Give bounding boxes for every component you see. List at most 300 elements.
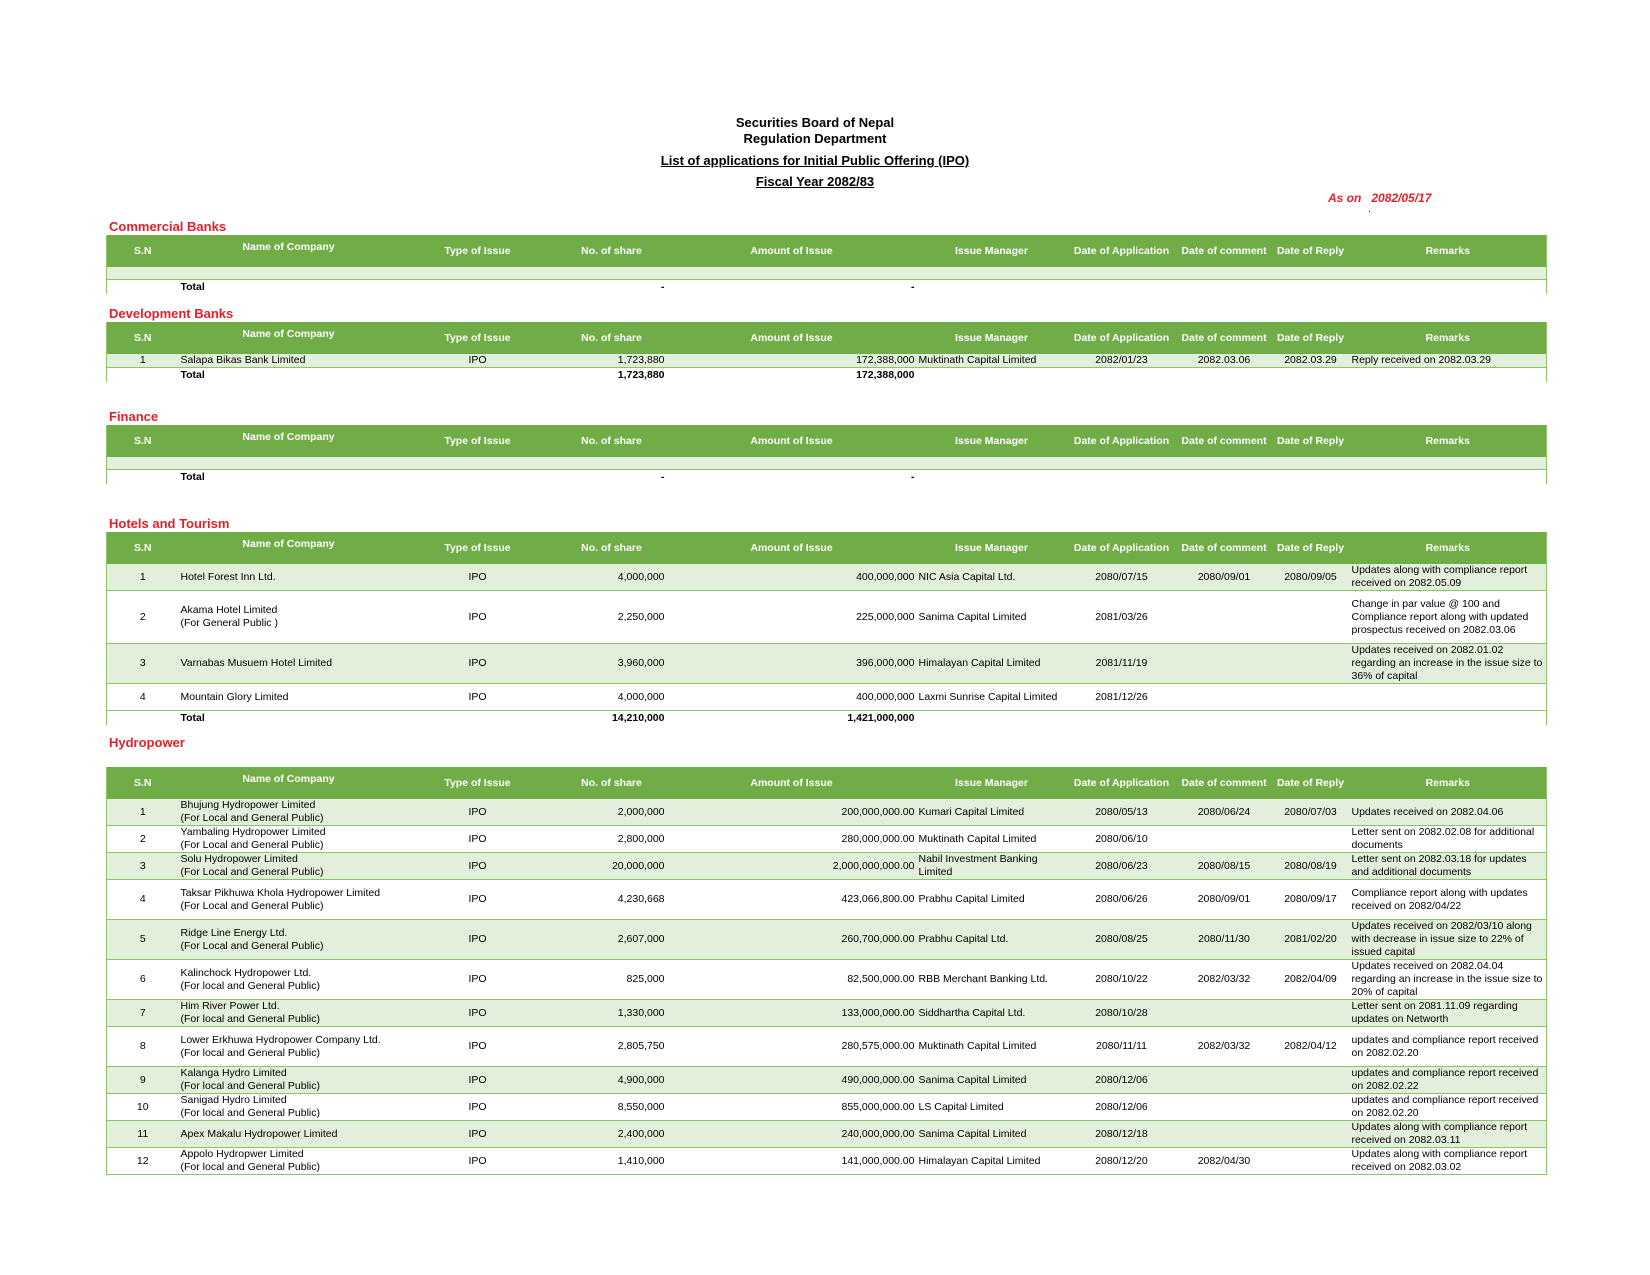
empty-cell xyxy=(1350,267,1547,280)
hotels-table xyxy=(106,532,1547,725)
cell-shares: 2,800,000 xyxy=(557,826,667,853)
cell-amount: 200,000,000.00 xyxy=(667,799,917,826)
cell-reply xyxy=(1272,1121,1350,1148)
column-header-reply: Date of Reply xyxy=(1272,425,1350,457)
cell-shares: 4,900,000 xyxy=(557,1067,667,1094)
total-shares: - xyxy=(557,280,667,295)
cell-app: 2080/10/28 xyxy=(1067,1000,1177,1027)
cell-comment xyxy=(1177,684,1272,711)
cell-app: 2080/12/06 xyxy=(1067,1094,1177,1121)
table-row xyxy=(107,880,1547,920)
cell-remarks: Letter sent on 2082.02.08 for additional documents xyxy=(1350,826,1547,853)
cell-reply xyxy=(1272,1148,1350,1175)
total-spacer xyxy=(1067,280,1177,295)
cell-shares: 8,550,000 xyxy=(557,1094,667,1121)
cell-sn: 6 xyxy=(107,960,179,1000)
cell-amount: 280,000,000.00 xyxy=(667,826,917,853)
cell-manager: Siddhartha Capital Ltd. xyxy=(917,1000,1067,1027)
cell-manager: Himalayan Capital Limited xyxy=(917,644,1067,684)
total-label: Total xyxy=(179,368,399,383)
cell-reply: 2082.03.29 xyxy=(1272,354,1350,368)
cell-comment xyxy=(1177,826,1272,853)
total-spacer xyxy=(917,711,1067,726)
column-header-type: Type of Issue xyxy=(399,767,557,799)
cell-amount: 133,000,000.00 xyxy=(667,1000,917,1027)
cell-amount: 172,388,000 xyxy=(667,354,917,368)
column-header-app: Date of Application xyxy=(1067,322,1177,354)
as-on-label: As on xyxy=(1328,191,1362,205)
hydro-table xyxy=(106,767,1547,1175)
column-header-type: Type of Issue xyxy=(399,532,557,564)
table-row xyxy=(107,1027,1547,1067)
cell-amount: 490,000,000.00 xyxy=(667,1067,917,1094)
section-title-hotels: Hotels and Tourism xyxy=(109,516,230,531)
cell-remarks xyxy=(1350,684,1547,711)
table-header-row xyxy=(107,767,1547,799)
cell-amount: 240,000,000.00 xyxy=(667,1121,917,1148)
empty-cell xyxy=(557,457,667,470)
column-header-sn: S.N xyxy=(107,767,179,799)
empty-cell xyxy=(1067,267,1177,280)
section-title-development-banks: Development Banks xyxy=(109,306,234,321)
section-title-hydropower: Hydropower xyxy=(109,735,185,750)
cell-reply xyxy=(1272,826,1350,853)
cell-remarks: Updates received on 2082.04.06 xyxy=(1350,799,1547,826)
total-spacer xyxy=(399,470,557,485)
total-amount: 172,388,000 xyxy=(667,368,917,383)
cell-shares: 2,400,000 xyxy=(557,1121,667,1148)
column-header-comment: Date of comment xyxy=(1177,425,1272,457)
total-spacer xyxy=(917,470,1067,485)
cell-shares: 4,000,000 xyxy=(557,684,667,711)
cell-manager: Sanima Capital Limited xyxy=(917,591,1067,644)
table-row xyxy=(107,1148,1547,1175)
cell-shares: 1,330,000 xyxy=(557,1000,667,1027)
cell-remarks: updates and compliance report received on 2082.02.20 xyxy=(1350,1027,1547,1067)
cell-manager: RBB Merchant Banking Ltd. xyxy=(917,960,1067,1000)
total-label: Total xyxy=(179,711,399,726)
column-header-remarks: Remarks xyxy=(1350,235,1547,267)
column-header-app: Date of Application xyxy=(1067,235,1177,267)
cell-name: Akama Hotel Limited (For General Public ) xyxy=(179,591,399,644)
cell-sn: 1 xyxy=(107,564,179,591)
cell-remarks: updates and compliance report received on 2082.02.22 xyxy=(1350,1067,1547,1094)
cell-app: 2081/11/19 xyxy=(1067,644,1177,684)
cell-amount: 400,000,000 xyxy=(667,564,917,591)
table-header-row xyxy=(107,322,1547,354)
cell-amount: 225,000,000 xyxy=(667,591,917,644)
cell-reply xyxy=(1272,591,1350,644)
cell-manager: LS Capital Limited xyxy=(917,1094,1067,1121)
column-header-manager: Issue Manager xyxy=(917,425,1067,457)
total-spacer xyxy=(1272,280,1350,295)
column-header-shares: No. of share xyxy=(557,425,667,457)
column-header-remarks: Remarks xyxy=(1350,425,1547,457)
cell-sn: 11 xyxy=(107,1121,179,1148)
cell-app: 2080/10/22 xyxy=(1067,960,1177,1000)
cell-remarks: Updates received on 2082.01.02 regarding an increase in the issue size to 36% of capital xyxy=(1350,644,1547,684)
cell-manager: Laxmi Sunrise Capital Limited xyxy=(917,684,1067,711)
cell-name: Varnabas Musuem Hotel Limited xyxy=(179,644,399,684)
cell-app: 2080/06/23 xyxy=(1067,853,1177,880)
cell-shares: 2,000,000 xyxy=(557,799,667,826)
table-row xyxy=(107,644,1547,684)
empty-cell xyxy=(1272,267,1350,280)
column-header-type: Type of Issue xyxy=(399,322,557,354)
table-row xyxy=(107,564,1547,591)
cell-comment: 2082/04/30 xyxy=(1177,1148,1272,1175)
cell-comment: 2080/11/30 xyxy=(1177,920,1272,960)
cell-manager: Muktinath Capital Limited xyxy=(917,1027,1067,1067)
cell-type: IPO xyxy=(399,880,557,920)
cell-name: Appolo Hydropwer Limited (For local and General Public) xyxy=(179,1148,399,1175)
empty-cell xyxy=(399,267,557,280)
total-shares: 1,723,880 xyxy=(557,368,667,383)
column-header-amount: Amount of Issue xyxy=(667,532,917,564)
cell-manager: NIC Asia Capital Ltd. xyxy=(917,564,1067,591)
empty-cell xyxy=(399,457,557,470)
cell-app: 2080/07/15 xyxy=(1067,564,1177,591)
column-header-remarks: Remarks xyxy=(1350,532,1547,564)
cell-type: IPO xyxy=(399,1067,557,1094)
cell-remarks: Updates along with compliance report received on 2082.03.11 xyxy=(1350,1121,1547,1148)
total-spacer xyxy=(1177,470,1272,485)
cell-sn: 3 xyxy=(107,853,179,880)
cell-type: IPO xyxy=(399,1148,557,1175)
cell-shares: 1,723,880 xyxy=(557,354,667,368)
cell-manager: Muktinath Capital Limited xyxy=(917,826,1067,853)
column-header-type: Type of Issue xyxy=(399,235,557,267)
column-header-sn: S.N xyxy=(107,322,179,354)
empty-cell xyxy=(667,267,917,280)
cell-remarks: Updates received on 2082.04.04 regarding an increase in the issue size to 20% of capital xyxy=(1350,960,1547,1000)
column-header-type: Type of Issue xyxy=(399,425,557,457)
column-header-shares: No. of share xyxy=(557,767,667,799)
total-spacer xyxy=(107,280,179,295)
cell-manager: Nabil Investment Banking Limited xyxy=(917,853,1067,880)
total-spacer xyxy=(1350,280,1547,295)
cell-reply xyxy=(1272,1000,1350,1027)
cell-sn: 9 xyxy=(107,1067,179,1094)
cell-shares: 825,000 xyxy=(557,960,667,1000)
column-header-name: Name of Company xyxy=(179,322,399,354)
total-shares: 14,210,000 xyxy=(557,711,667,726)
table-row xyxy=(107,1094,1547,1121)
cell-sn: 12 xyxy=(107,1148,179,1175)
cell-name: Solu Hydropower Limited (For Local and General Public) xyxy=(179,853,399,880)
cell-reply xyxy=(1272,644,1350,684)
table-row xyxy=(107,960,1547,1000)
cell-name: Bhujung Hydropower Limited (For Local and General Public) xyxy=(179,799,399,826)
total-spacer xyxy=(399,711,557,726)
column-header-manager: Issue Manager xyxy=(917,767,1067,799)
empty-cell xyxy=(107,267,179,280)
cell-remarks: Letter sent on 2082.03.18 for updates and additional documents xyxy=(1350,853,1547,880)
dot-mark: . xyxy=(1368,204,1371,215)
total-row xyxy=(107,711,1547,726)
cell-sn: 1 xyxy=(107,354,179,368)
column-header-sn: S.N xyxy=(107,425,179,457)
cell-sn: 5 xyxy=(107,920,179,960)
empty-row xyxy=(107,267,1547,280)
fiscal-year: Fiscal Year 2082/83 xyxy=(755,174,875,189)
cell-type: IPO xyxy=(399,564,557,591)
table-row xyxy=(107,354,1547,368)
cell-amount: 260,700,000.00 xyxy=(667,920,917,960)
cell-comment xyxy=(1177,1067,1272,1094)
column-header-amount: Amount of Issue xyxy=(667,425,917,457)
empty-cell xyxy=(1177,267,1272,280)
cell-app: 2082/01/23 xyxy=(1067,354,1177,368)
table-row xyxy=(107,591,1547,644)
cell-type: IPO xyxy=(399,354,557,368)
cell-name: Kalanga Hydro Limited (For local and General Public) xyxy=(179,1067,399,1094)
table-row xyxy=(107,1067,1547,1094)
column-header-manager: Issue Manager xyxy=(917,235,1067,267)
column-header-sn: S.N xyxy=(107,532,179,564)
column-header-shares: No. of share xyxy=(557,235,667,267)
cell-type: IPO xyxy=(399,960,557,1000)
cell-remarks: Compliance report along with updates received on 2082/04/22 xyxy=(1350,880,1547,920)
cell-type: IPO xyxy=(399,853,557,880)
total-amount: 1,421,000,000 xyxy=(667,711,917,726)
empty-cell xyxy=(1272,457,1350,470)
column-header-name: Name of Company xyxy=(179,767,399,799)
empty-cell xyxy=(917,457,1067,470)
total-spacer xyxy=(1067,711,1177,726)
cell-comment xyxy=(1177,1121,1272,1148)
cell-amount: 2,000,000,000.00 xyxy=(667,853,917,880)
cell-manager: Prabhu Capital Limited xyxy=(917,880,1067,920)
cell-name: Ridge Line Energy Ltd. (For Local and General Public) xyxy=(179,920,399,960)
cell-reply: 2081/02/20 xyxy=(1272,920,1350,960)
cell-shares: 2,607,000 xyxy=(557,920,667,960)
column-header-comment: Date of comment xyxy=(1177,532,1272,564)
empty-cell xyxy=(179,457,399,470)
column-header-reply: Date of Reply xyxy=(1272,532,1350,564)
empty-cell xyxy=(917,267,1067,280)
cell-manager: Kumari Capital Limited xyxy=(917,799,1067,826)
cell-type: IPO xyxy=(399,1027,557,1067)
cell-reply: 2080/08/19 xyxy=(1272,853,1350,880)
cell-manager: Sanima Capital Limited xyxy=(917,1067,1067,1094)
as-on xyxy=(1328,191,1431,205)
empty-cell xyxy=(557,267,667,280)
column-header-name: Name of Company xyxy=(179,235,399,267)
total-label: Total xyxy=(179,280,399,295)
cell-remarks: updates and compliance report received on 2082.02.20 xyxy=(1350,1094,1547,1121)
page-title: List of applications for Initial Public Offering (IPO) xyxy=(660,153,970,168)
cell-comment: 2082.03.06 xyxy=(1177,354,1272,368)
empty-cell xyxy=(667,457,917,470)
cell-reply: 2080/09/05 xyxy=(1272,564,1350,591)
cell-name: Yambaling Hydropower Limited (For Local and General Public) xyxy=(179,826,399,853)
cell-sn: 3 xyxy=(107,644,179,684)
org-name: Securities Board of Nepal xyxy=(735,115,895,130)
cell-shares: 1,410,000 xyxy=(557,1148,667,1175)
column-header-shares: No. of share xyxy=(557,322,667,354)
column-header-manager: Issue Manager xyxy=(917,322,1067,354)
cell-amount: 141,000,000.00 xyxy=(667,1148,917,1175)
column-header-name: Name of Company xyxy=(179,532,399,564)
cell-sn: 2 xyxy=(107,826,179,853)
total-label: Total xyxy=(179,470,399,485)
column-header-sn: S.N xyxy=(107,235,179,267)
cell-comment xyxy=(1177,1094,1272,1121)
cell-remarks: Letter sent on 2081.11.09 regarding updates on Networth xyxy=(1350,1000,1547,1027)
cell-remarks: Updates received on 2082/03/10 along with decrease in issue size to 22% of issued capital xyxy=(1350,920,1547,960)
total-spacer xyxy=(1350,470,1547,485)
cell-comment xyxy=(1177,591,1272,644)
table-header-row xyxy=(107,532,1547,564)
total-spacer xyxy=(1177,368,1272,383)
table-row xyxy=(107,826,1547,853)
total-spacer xyxy=(1177,711,1272,726)
cell-comment: 2080/09/01 xyxy=(1177,880,1272,920)
cell-amount: 82,500,000.00 xyxy=(667,960,917,1000)
total-spacer xyxy=(1177,280,1272,295)
total-amount: - xyxy=(667,280,917,295)
cell-sn: 1 xyxy=(107,799,179,826)
column-header-reply: Date of Reply xyxy=(1272,322,1350,354)
table-header-row xyxy=(107,235,1547,267)
column-header-amount: Amount of Issue xyxy=(667,322,917,354)
column-header-reply: Date of Reply xyxy=(1272,767,1350,799)
cell-name: Kalinchock Hydropower Ltd. (For local and General Public) xyxy=(179,960,399,1000)
column-header-remarks: Remarks xyxy=(1350,322,1547,354)
cell-app: 2080/06/10 xyxy=(1067,826,1177,853)
cell-shares: 2,250,000 xyxy=(557,591,667,644)
cell-amount: 280,575,000.00 xyxy=(667,1027,917,1067)
cell-reply xyxy=(1272,1067,1350,1094)
table-header-row xyxy=(107,425,1547,457)
cell-name: Sanigad Hydro Limited (For local and General Public) xyxy=(179,1094,399,1121)
cell-app: 2080/05/13 xyxy=(1067,799,1177,826)
cell-remarks: Updates along with compliance report received on 2082.05.09 xyxy=(1350,564,1547,591)
cell-name: Taksar Pikhuwa Khola Hydropower Limited (For Local and General Public) xyxy=(179,880,399,920)
column-header-app: Date of Application xyxy=(1067,425,1177,457)
total-shares: - xyxy=(557,470,667,485)
column-header-app: Date of Application xyxy=(1067,532,1177,564)
column-header-comment: Date of comment xyxy=(1177,235,1272,267)
cell-amount: 396,000,000 xyxy=(667,644,917,684)
cell-sn: 2 xyxy=(107,591,179,644)
cell-app: 2080/08/25 xyxy=(1067,920,1177,960)
total-spacer xyxy=(1067,368,1177,383)
cell-amount: 400,000,000 xyxy=(667,684,917,711)
section-title-commercial-banks: Commercial Banks xyxy=(109,219,227,234)
empty-cell xyxy=(1177,457,1272,470)
total-spacer xyxy=(107,368,179,383)
total-spacer xyxy=(399,280,557,295)
cell-type: IPO xyxy=(399,591,557,644)
total-spacer xyxy=(1272,368,1350,383)
as-on-date: 2082/05/17 xyxy=(1371,191,1432,205)
cell-reply xyxy=(1272,1094,1350,1121)
cell-name: Lower Erkhuwa Hydropower Company Ltd. (For local and General Public) xyxy=(179,1027,399,1067)
cell-name: Apex Makalu Hydropower Limited xyxy=(179,1121,399,1148)
column-header-remarks: Remarks xyxy=(1350,767,1547,799)
total-spacer xyxy=(1067,470,1177,485)
cell-type: IPO xyxy=(399,1121,557,1148)
development-table xyxy=(106,322,1547,382)
table-row xyxy=(107,1121,1547,1148)
column-header-app: Date of Application xyxy=(1067,767,1177,799)
total-spacer xyxy=(107,711,179,726)
total-spacer xyxy=(917,280,1067,295)
empty-cell xyxy=(1067,457,1177,470)
cell-app: 2081/03/26 xyxy=(1067,591,1177,644)
total-spacer xyxy=(917,368,1067,383)
cell-sn: 7 xyxy=(107,1000,179,1027)
cell-amount: 423,066,800.00 xyxy=(667,880,917,920)
finance-table xyxy=(106,425,1547,484)
cell-app: 2080/12/18 xyxy=(1067,1121,1177,1148)
cell-comment: 2080/06/24 xyxy=(1177,799,1272,826)
cell-name: Hotel Forest Inn Ltd. xyxy=(179,564,399,591)
cell-shares: 4,000,000 xyxy=(557,564,667,591)
total-spacer xyxy=(399,368,557,383)
cell-reply: 2080/09/17 xyxy=(1272,880,1350,920)
total-spacer xyxy=(107,470,179,485)
cell-comment xyxy=(1177,644,1272,684)
cell-reply: 2082/04/12 xyxy=(1272,1027,1350,1067)
table-row xyxy=(107,799,1547,826)
column-header-name: Name of Company xyxy=(179,425,399,457)
column-header-reply: Date of Reply xyxy=(1272,235,1350,267)
total-spacer xyxy=(1272,711,1350,726)
empty-cell xyxy=(1350,457,1547,470)
empty-row xyxy=(107,457,1547,470)
cell-app: 2080/12/06 xyxy=(1067,1067,1177,1094)
cell-sn: 4 xyxy=(107,880,179,920)
cell-shares: 3,960,000 xyxy=(557,644,667,684)
cell-shares: 20,000,000 xyxy=(557,853,667,880)
cell-type: IPO xyxy=(399,644,557,684)
cell-manager: Himalayan Capital Limited xyxy=(917,1148,1067,1175)
total-amount: - xyxy=(667,470,917,485)
cell-manager: Muktinath Capital Limited xyxy=(917,354,1067,368)
cell-comment: 2080/09/01 xyxy=(1177,564,1272,591)
cell-remarks: Reply received on 2082.03.29 xyxy=(1350,354,1547,368)
cell-manager: Sanima Capital Limited xyxy=(917,1121,1067,1148)
total-row xyxy=(107,368,1547,383)
cell-reply: 2080/07/03 xyxy=(1272,799,1350,826)
table-row xyxy=(107,684,1547,711)
cell-type: IPO xyxy=(399,1000,557,1027)
cell-comment xyxy=(1177,1000,1272,1027)
cell-name: Salapa Bikas Bank Limited xyxy=(179,354,399,368)
total-spacer xyxy=(1350,711,1547,726)
cell-reply: 2082/04/09 xyxy=(1272,960,1350,1000)
cell-app: 2080/06/26 xyxy=(1067,880,1177,920)
cell-type: IPO xyxy=(399,799,557,826)
cell-sn: 8 xyxy=(107,1027,179,1067)
cell-app: 2080/12/20 xyxy=(1067,1148,1177,1175)
cell-shares: 2,805,750 xyxy=(557,1027,667,1067)
section-title-finance: Finance xyxy=(109,409,159,424)
cell-type: IPO xyxy=(399,826,557,853)
total-spacer xyxy=(1272,470,1350,485)
table-row xyxy=(107,853,1547,880)
cell-app: 2081/12/26 xyxy=(1067,684,1177,711)
cell-shares: 4,230,668 xyxy=(557,880,667,920)
empty-cell xyxy=(107,457,179,470)
cell-amount: 855,000,000.00 xyxy=(667,1094,917,1121)
total-row xyxy=(107,280,1547,295)
column-header-amount: Amount of Issue xyxy=(667,767,917,799)
cell-manager: Prabhu Capital Ltd. xyxy=(917,920,1067,960)
